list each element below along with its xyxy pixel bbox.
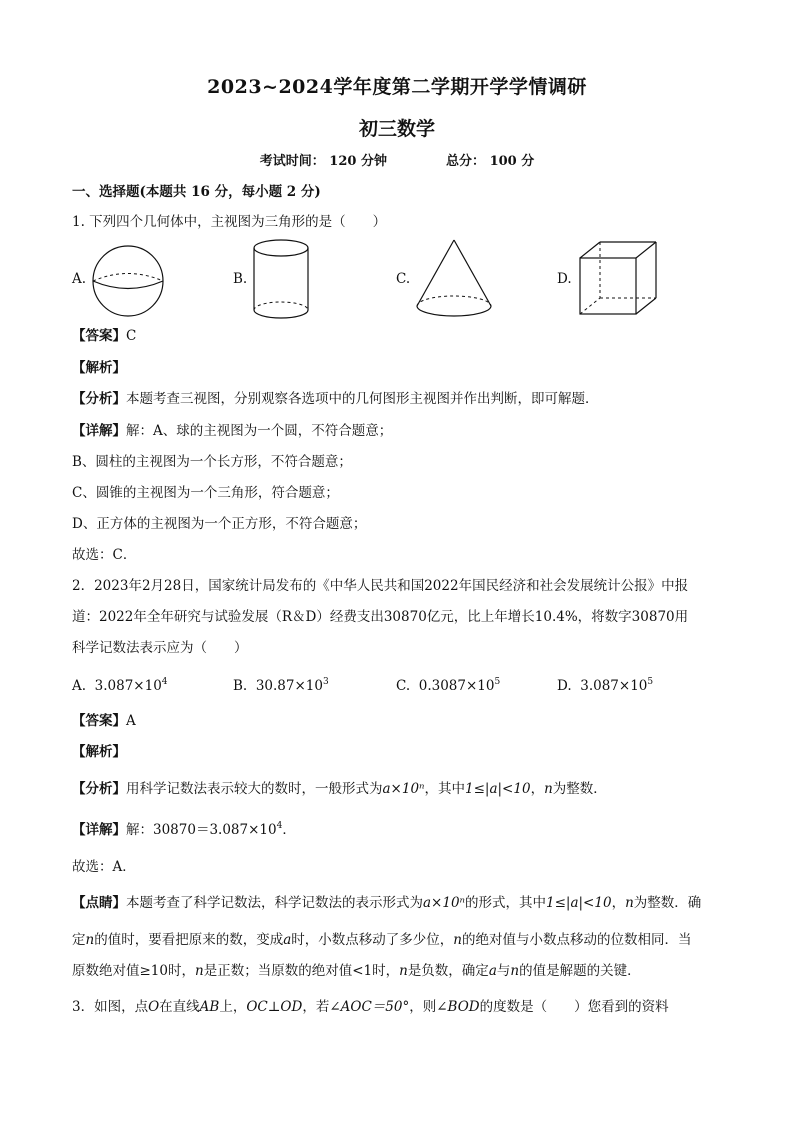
dj2-c: 时，小数点移动了多少位， [291,932,454,948]
dj3-n3: n [510,963,520,979]
dj2-n2: n [453,932,462,948]
q2-fenxi-formula: a×10ⁿ [382,781,425,797]
q1-option-d-label: D. [557,271,572,287]
q3-angle2: ∠BOD [436,999,480,1015]
q2-option-c-exp: 5 [494,677,501,687]
q2-option-c [396,676,500,696]
dj2-a2: a [283,932,292,948]
cone-right-edge [454,240,491,306]
cube-edge-bottom-right [636,298,656,314]
page-subtitle: 初三数学 [358,118,435,140]
q2-fenxi [72,779,607,799]
dj1-formula: a×10ⁿ [423,895,466,911]
q3-ab: AB [199,999,220,1015]
q1-answer-tag: 【答案】 [72,328,126,344]
q3-e: ，则 [409,999,437,1015]
q2-fenxi-range: 1≤|a|<10 [465,781,531,797]
score-value: 100 分 [489,154,535,169]
q2-option-b-label: B. [233,678,248,694]
q1-analysis-label: 【解析】 [72,360,126,376]
q3-f: 的度数是（ ） [479,999,588,1015]
q2-analysis-tag [72,742,126,762]
q2-xiangjie-end: ． [282,822,296,838]
q1-fenxi-tag: 【分析】 [72,391,126,407]
q1-answer-value: C [126,328,137,344]
dj1-b: 的形式，其中 [465,895,547,911]
q2-xiangjie-tag: 【详解】 [72,822,126,838]
q1-line-d: D、正方体的主视图为一个正方形，不符合题意； [72,516,367,532]
q2-analysis-label: 【解析】 [72,744,126,760]
q1-line-c: C、圆锥的主视图为一个三角形，符合题意； [72,485,339,501]
q1-conclusion: 故选：C． [72,547,137,563]
exam-meta [0,150,794,169]
q2-fenxi-text-d: 为整数． [552,781,607,797]
q1-xiangjie-tag: 【详解】 [72,423,126,439]
dj1-a: 本题考查了科学记数法，科学记数法的表示形式为 [126,895,423,911]
dj3-n2: n [399,963,408,979]
sphere-equator-front [93,281,163,289]
cube-front-face [580,258,636,314]
q2-fenxi-tag: 【分析】 [72,781,126,797]
dj2-b: 的值时，要看把原来的数，变成 [94,932,284,948]
q2-option-a-label: A. [72,678,87,694]
q2-xiangjie-exp: 4 [276,821,283,831]
dj3-n: n [195,963,204,979]
q1-xiangjie [72,421,392,441]
dj2-n: n [85,932,95,948]
dj1-range: 1≤|a|<10 [546,895,612,911]
q2-dianjing-tag: 【点睛】 [72,895,126,911]
q2-fenxi-text-c: ， [530,781,545,797]
q2-dianjing-line2 [72,930,691,950]
q1-stem: 1. 下列四个几何体中，主视图为三角形的是（ ） [72,214,387,230]
cone-base-front [417,306,491,316]
cylinder-bottom-front [254,310,308,318]
q2-option-b-base: 30.87×10 [255,678,323,694]
q2-option-b [233,676,329,696]
q2-xiangjie-text: 解： [126,822,153,838]
dj2-d: 的绝对值与小数点移动的位数相同．当 [461,932,692,948]
q1-line-b: B、圆柱的主视图为一个长方形，不符合题意； [72,454,352,470]
section-heading: 一、选择题(本题共 16 分，每小题 2 分) [72,184,321,200]
dj1-d: 为整数．确 [633,895,702,911]
q1-analysis-tag [72,358,126,378]
q2-option-d-label: D. [557,678,572,694]
dj3-b: 是正数；当原数的绝对值<1时， [203,963,400,979]
q1-option-b-label: B. [233,271,248,287]
q1-answer [72,326,136,346]
q2-option-d-base: 3.087×10 [580,678,648,694]
dj1-c: ， [611,895,626,911]
q3-a: 3．如图，点 [72,999,149,1015]
dj3-d: 与 [496,963,511,979]
q2-dianjing-line1 [72,893,701,913]
q2-option-d-exp: 5 [647,677,654,687]
cone-base-back [417,296,491,306]
q1-fenxi-text: 本题考查三视图，分别观察各选项中的几何图形主视图并作出判断，即可解题． [126,391,599,407]
q3-perp: OC⊥OD [246,999,303,1015]
dj3-c: 是负数，确定 [407,963,489,979]
q3-d: ，若 [302,999,330,1015]
q1-fenxi [72,389,599,409]
cube-edge-top-left [580,242,600,258]
time-value: 120 分钟 [329,154,387,169]
q1-option-a-label: A. [72,271,87,287]
dj3-a2: a [488,963,497,979]
q2-xiangjie-equation: 30870＝3.087×10 [153,822,277,838]
q2-answer-tag: 【答案】 [72,713,126,729]
q2-dianjing-line3 [72,961,641,981]
q2-fenxi-n: n [544,781,553,797]
q2-option-a-base: 3.087×10 [94,678,162,694]
q2-option-d [557,676,653,696]
q3-tail: 您看到的资料 [587,999,669,1015]
q2-option-b-exp: 3 [322,677,329,687]
q2-answer [72,711,136,731]
q3-o: O [148,999,160,1015]
cylinder-bottom-back [254,302,308,310]
sphere-equator-back [93,274,163,282]
q2-stem-line2: 道：2022年全年研究与试验发展（R＆D）经费支出30870亿元，比上年增长10.4%，将数字30870用 [72,609,689,625]
cube-edge-top-right [636,242,656,258]
q3-c: 上， [219,999,247,1015]
q2-stem-line3: 科学记数法表示应为（ ） [72,640,248,656]
dj3-a: 原数绝对值≥10时， [72,963,195,979]
q3-angle: ∠AOC＝50° [329,999,410,1015]
q2-option-c-base: 0.3087×10 [418,678,495,694]
dj2-a: 定 [72,932,86,948]
sphere-outline [93,246,163,316]
q2-option-c-label: C. [396,678,411,694]
cube-hidden-diagonal [580,298,600,314]
cone-left-edge [417,240,454,306]
cube-figure [578,240,660,318]
page-title: 2023~2024学年度第二学期开学学情调研 [207,76,587,98]
score-label: 总分： [446,154,486,169]
q1-option-c-label: C. [396,271,411,287]
q2-conclusion: 故选：A． [72,859,136,875]
dj3-e: 的值是解题的关键． [519,963,641,979]
time-label: 考试时间： [259,154,325,169]
cone-figure [414,238,494,322]
sphere-figure [90,244,170,318]
dj1-n: n [625,895,634,911]
q2-option-a-exp: 4 [161,677,168,687]
q3-b: 在直线 [159,999,200,1015]
q2-option-a [72,676,168,696]
q2-answer-value: A [126,713,136,729]
q3-stem [72,997,669,1017]
q2-fenxi-text-b: ，其中 [424,781,466,797]
q2-fenxi-text-a: 用科学记数法表示较大的数时，一般形式为 [126,781,383,797]
cylinder-top [254,240,308,256]
cylinder-figure [252,238,312,322]
q2-xiangjie [72,820,296,840]
q2-stem-line1: 2．2023年2月28日，国家统计局发布的《中华人民共和国2022年国民经济和社会发展统计公报》中报 [72,578,689,594]
q1-xiangjie-text: 解：A、球的主视图为一个圆，不符合题意； [126,423,393,439]
